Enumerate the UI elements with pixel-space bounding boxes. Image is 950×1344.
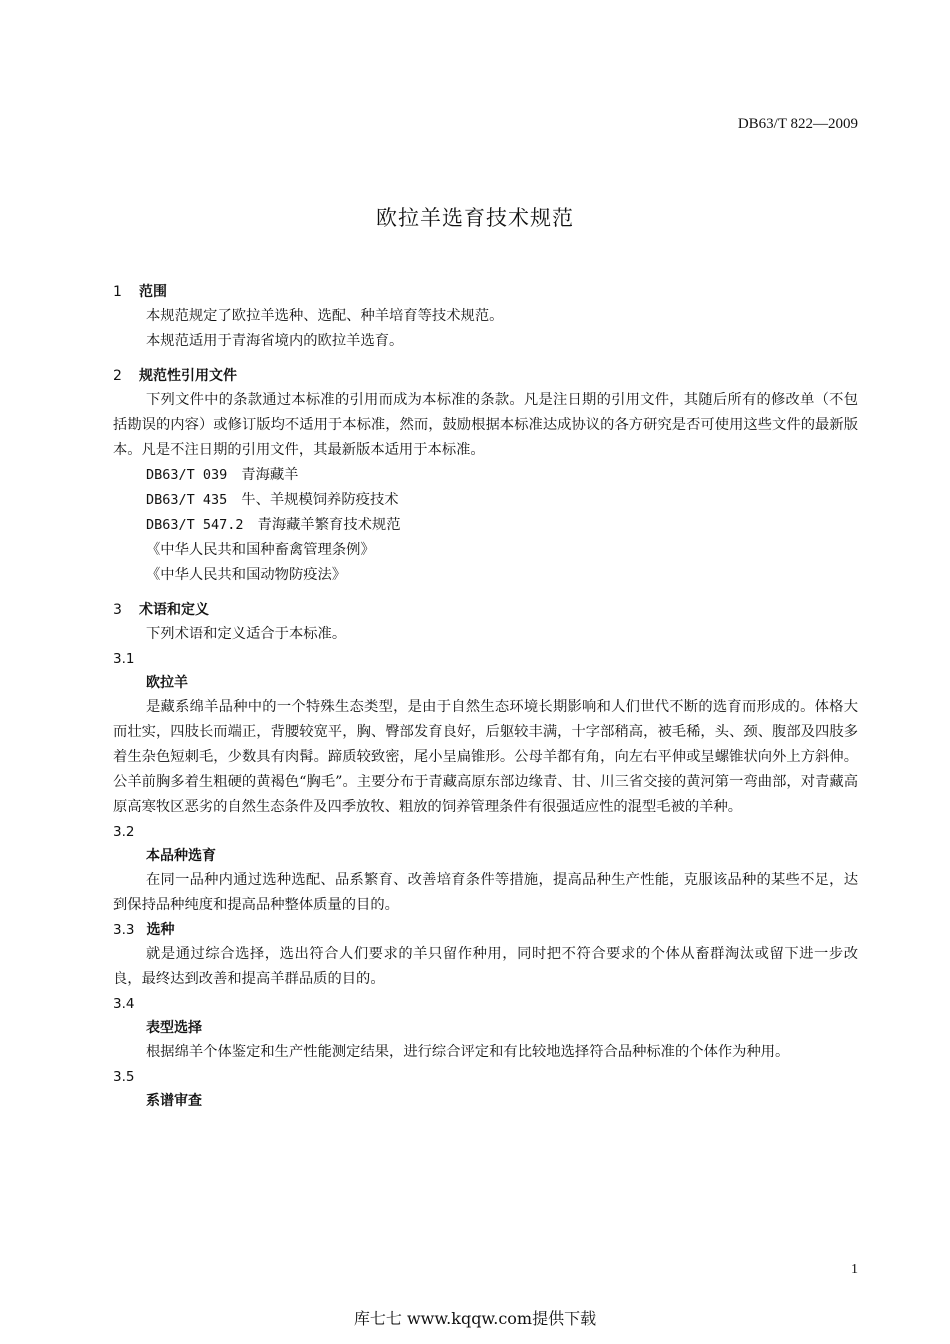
section-title: 术语和定义: [139, 602, 209, 618]
footer-watermark: 库七七 www.kqqw.com提供下载: [353, 1309, 597, 1328]
section-number: 2: [113, 368, 122, 384]
reference-item: [113, 488, 858, 513]
section-heading-3: [113, 598, 858, 622]
term-definition: 是藏系绵羊品种中的一个特殊生态类型，是由于自然生态环境长期影响和人们世代不断的选育而形成的。体格大而壮实，四肢长而端正，背腰较宽平，胸、臀部发育良好，后躯较丰满，十字部稍高，被毛稀，头、颈、腹部及四肢多着生杂色短刺毛，少数具有肉髯。蹄质较致密，尾小呈扁锥形。公母羊都有角，向左右平伸或呈螺锥状向外上方斜伸。公羊前胸多着生粗硬的黄褐色“胸毛”。主要分布于青藏高原东部边缘青、甘、川三省交接的黄河第一弯曲部，对青藏高原高寒牧区恶劣的自然生态条件及四季放牧、粗放的饲养管理条件有很强适应性的混型毛被的羊种。: [113, 699, 858, 815]
subsection-heading-inline: [113, 918, 858, 942]
term-title: 欧拉羊: [146, 675, 188, 691]
term-definition: 就是通过综合选择，选出符合人们要求的羊只留作种用，同时把不符合要求的个体从畜群淘汰或留下进一步改良，最终达到改善和提高羊群品质的目的。: [113, 946, 858, 987]
section-number: 1: [113, 284, 122, 300]
reference-law: 《中华人民共和国种畜禽管理条例》: [146, 542, 375, 558]
document-number: DB63/T 822—2009: [737, 116, 858, 132]
reference-item: [113, 463, 858, 488]
paragraph: 下列术语和定义适合于本标准。: [146, 626, 347, 642]
section-title: 规范性引用文件: [139, 368, 237, 384]
reference-law: 《中华人民共和国动物防疫法》: [146, 567, 347, 583]
subsection-number: 3.1: [113, 651, 135, 667]
subsection-number: 3.2: [113, 824, 135, 840]
page-title: 欧拉羊选育技术规范: [376, 206, 574, 230]
subsection-number: 3.3: [113, 922, 135, 938]
term-title: 选种: [146, 922, 175, 938]
page-number: 1: [851, 1262, 858, 1277]
reference-item: [113, 513, 858, 538]
term-title: 表型选择: [146, 1020, 202, 1036]
term-definition: 在同一品种内通过选种选配、品系繁育、改善培育条件等措施，提高品种生产性能，克服该品种的某些不足，达到保持品种纯度和提高品种整体质量的目的。: [113, 872, 858, 913]
term-definition: 根据绵羊个体鉴定和生产性能测定结果，进行综合评定和有比较地选择符合品种标准的个体作为种用。: [146, 1044, 790, 1060]
term-title: 系谱审查: [146, 1093, 202, 1109]
reference-code: DB63/T 039: [146, 467, 228, 483]
reference-name: 青海藏羊繁育技术规范: [257, 517, 401, 533]
reference-code: DB63/T 435: [146, 492, 228, 508]
paragraph: 本规范规定了欧拉羊选种、选配、种羊培育等技术规范。: [146, 308, 504, 324]
section-title: 范围: [139, 284, 167, 300]
section-heading-1: [113, 280, 858, 304]
reference-name: 青海藏羊: [241, 467, 299, 483]
reference-name: 牛、羊规模饲养防疫技术: [241, 492, 399, 508]
reference-code: DB63/T 547.2: [146, 517, 244, 533]
document-body: [113, 270, 858, 1113]
section-number: 3: [113, 602, 122, 618]
section-heading-2: [113, 364, 858, 388]
paragraph: 下列文件中的条款通过本标准的引用而成为本标准的条款。凡是注日期的引用文件，其随后所有的修改单（不包括勘误的内容）或修订版均不适用于本标准，然而，鼓励根据本标准达成协议的各方研究是否可使用这些文件的最新版本。凡是不注日期的引用文件，其最新版本适用于本标准。: [113, 392, 858, 458]
subsection-number: 3.4: [113, 996, 135, 1012]
subsection-number: 3.5: [113, 1069, 135, 1085]
term-title: 本品种选育: [146, 848, 216, 864]
paragraph: 本规范适用于青海省境内的欧拉羊选育。: [146, 333, 404, 349]
